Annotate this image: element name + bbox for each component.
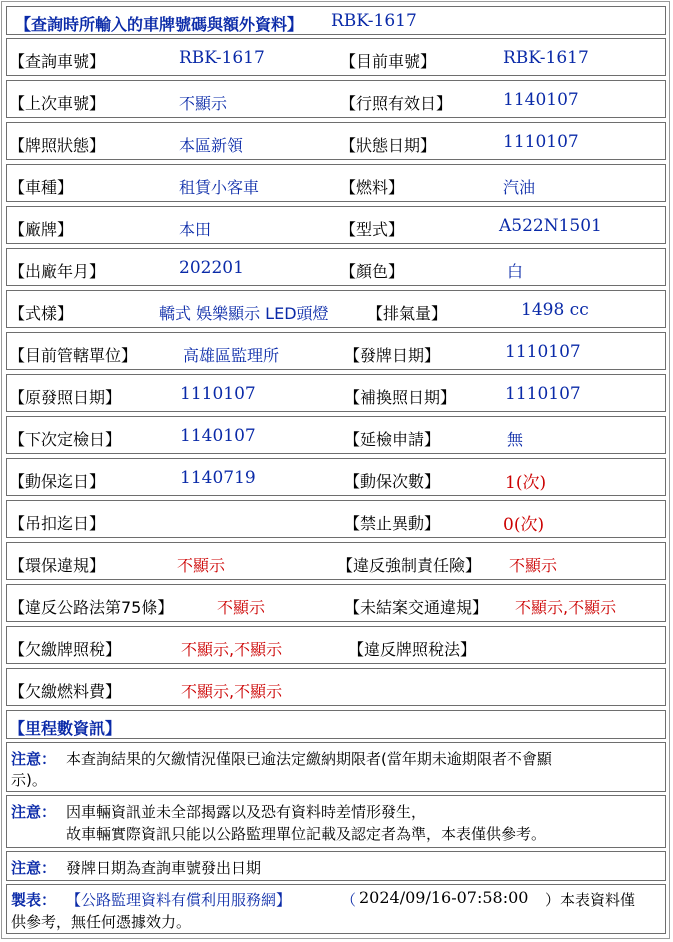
original-license-date-label: 【原發照日期】 (9, 388, 122, 407)
unpaid-license-tax-label: 【欠繳牌照稅】 (9, 640, 122, 659)
vehicle-type-value: 租賃小客車 (179, 178, 260, 197)
fuel-value: 汽油 (503, 178, 536, 197)
row-manufacture (6, 248, 666, 286)
footer-open-paren: （ (341, 891, 357, 909)
row-plate (6, 38, 666, 76)
query-plate-label: 【查詢車號】 (9, 52, 106, 71)
unpaid-license-tax-value: 不顯示,不顯示 (181, 640, 283, 659)
row-jurisdiction (6, 332, 666, 370)
note-3-label: 注意： (11, 859, 57, 877)
env-violation-value: 不顯示 (177, 556, 226, 575)
row-highway-law (6, 584, 666, 622)
env-violation-label: 【環保違規】 (9, 556, 106, 575)
row-brand (6, 206, 666, 244)
inspection-extension-label: 【延檢申請】 (344, 430, 441, 449)
row-inspection (6, 416, 666, 454)
lien-count-label: 【動保次數】 (344, 472, 441, 491)
unsettled-violations-value: 不顯示,不顯示 (515, 598, 617, 617)
displacement-label: 【排氣量】 (367, 304, 448, 323)
fuel-label: 【燃料】 (340, 178, 405, 197)
row-suspension (6, 500, 666, 538)
license-valid-date-label: 【行照有效日】 (340, 94, 453, 113)
vehicle-type-label: 【車種】 (9, 178, 74, 197)
model-label: 【型式】 (340, 220, 405, 239)
manufacture-date-label: 【出廠年月】 (9, 262, 106, 281)
highway-law-label: 【違反公路法第75條】 (9, 598, 174, 617)
query-plate-value: RBK-1617 (179, 48, 265, 68)
next-inspection-label: 【下次定檢日】 (9, 430, 122, 449)
inspection-extension-value: 無 (507, 430, 524, 449)
manufacture-date-value: 202201 (179, 258, 244, 278)
style-value: 轎式 娛樂顯示 LED頭燈 (159, 304, 329, 323)
reissue-license-date-label: 【補換照日期】 (344, 388, 457, 407)
row-vehicle-type (6, 164, 666, 202)
reissue-license-date-value: 1110107 (505, 384, 581, 404)
jurisdiction-label: 【目前管轄單位】 (9, 346, 138, 365)
footer-row (6, 884, 666, 934)
plate-status-label: 【牌照狀態】 (9, 136, 106, 155)
issue-date-value: 1110107 (505, 342, 581, 362)
transfer-ban-label: 【禁止異動】 (344, 514, 441, 533)
transfer-ban-value: 0(次) (503, 515, 545, 535)
brand-value: 本田 (179, 220, 212, 239)
status-date-label: 【狀態日期】 (340, 136, 437, 155)
row-lien (6, 458, 666, 496)
title-plate: RBK-1617 (331, 11, 417, 31)
footer-line-2: 供參考，無任何憑據效力。 (11, 913, 192, 931)
color-value: 白 (507, 262, 524, 281)
footer-label: 製表： (11, 891, 57, 909)
lien-count-value: 1(次) (505, 473, 547, 493)
note-1-line-2: 示)。 (11, 771, 47, 789)
unsettled-violations-label: 【未結案交通違規】 (344, 598, 489, 617)
row-license-dates (6, 374, 666, 412)
note-2-line-1: 因車輛資訊並未全部揭露以及恐有資料時差情形發生， (66, 803, 427, 821)
unpaid-fuel-fee-label: 【欠繳燃料費】 (9, 682, 122, 701)
row-style (6, 290, 666, 328)
note-row-3 (6, 851, 666, 881)
style-label: 【式樣】 (9, 304, 74, 323)
previous-plate-label: 【上次車號】 (9, 94, 106, 113)
model-value: A522N1501 (499, 216, 602, 236)
footer-timestamp: 2024/09/16-07:58:00 (359, 888, 529, 907)
brand-label: 【廠牌】 (9, 220, 74, 239)
note-2-label: 注意： (11, 803, 57, 821)
note-2-line-2: 故車輛實際資訊只能以公路監理單位記載及認定者為準，本表僅供參考。 (66, 825, 547, 843)
row-env-violation (6, 542, 666, 580)
note-row-1 (6, 742, 666, 792)
status-date-value: 1110107 (503, 132, 579, 152)
original-license-date-value: 1110107 (180, 384, 256, 404)
insurance-violation-label: 【違反強制責任險】 (337, 556, 482, 575)
unpaid-fuel-fee-value: 不顯示,不顯示 (181, 682, 283, 701)
plate-status-value: 本區新領 (179, 136, 244, 155)
note-1-line-1: 本查詢結果的欠繳情況僅限已逾法定繳納期限者(當年期未逾期限者不會顯 (66, 750, 552, 768)
row-previous-plate (6, 80, 666, 118)
issue-date-label: 【發牌日期】 (344, 346, 441, 365)
report-title: 【查詢時所輸入的車牌號碼與額外資料】 (15, 15, 304, 34)
jurisdiction-value: 高雄區監理所 (183, 346, 280, 365)
note-3-line-1: 發牌日期為查詢車號發出日期 (66, 859, 262, 877)
mileage-row (6, 710, 666, 739)
highway-law-value: 不顯示 (217, 598, 266, 617)
license-tax-violation-label: 【違反牌照稅法】 (348, 640, 477, 659)
suspension-until-label: 【吊扣迄日】 (9, 514, 106, 533)
mileage-heading: 【里程數資訊】 (9, 719, 122, 738)
previous-plate-value: 不顯示 (179, 94, 228, 113)
lien-until-value: 1140719 (180, 468, 256, 488)
current-plate-value: RBK-1617 (503, 48, 589, 68)
note-row-2 (6, 795, 666, 848)
row-fuel-fee (6, 668, 666, 706)
title-row (6, 6, 666, 35)
note-1-label: 注意： (11, 750, 57, 768)
row-license-tax (6, 626, 666, 664)
license-valid-date-value: 1140107 (503, 90, 579, 110)
footer-source-link[interactable]: 【公路監理資料有償利用服務網】 (66, 891, 292, 909)
row-plate-status (6, 122, 666, 160)
footer-close-paren: ）本表資料僅 (545, 891, 636, 909)
color-label: 【顏色】 (340, 262, 405, 281)
displacement-value: 1498 cc (521, 300, 589, 320)
lien-until-label: 【動保迄日】 (9, 472, 106, 491)
insurance-violation-value: 不顯示 (509, 556, 558, 575)
next-inspection-value: 1140107 (180, 426, 256, 446)
current-plate-label: 【目前車號】 (340, 52, 437, 71)
